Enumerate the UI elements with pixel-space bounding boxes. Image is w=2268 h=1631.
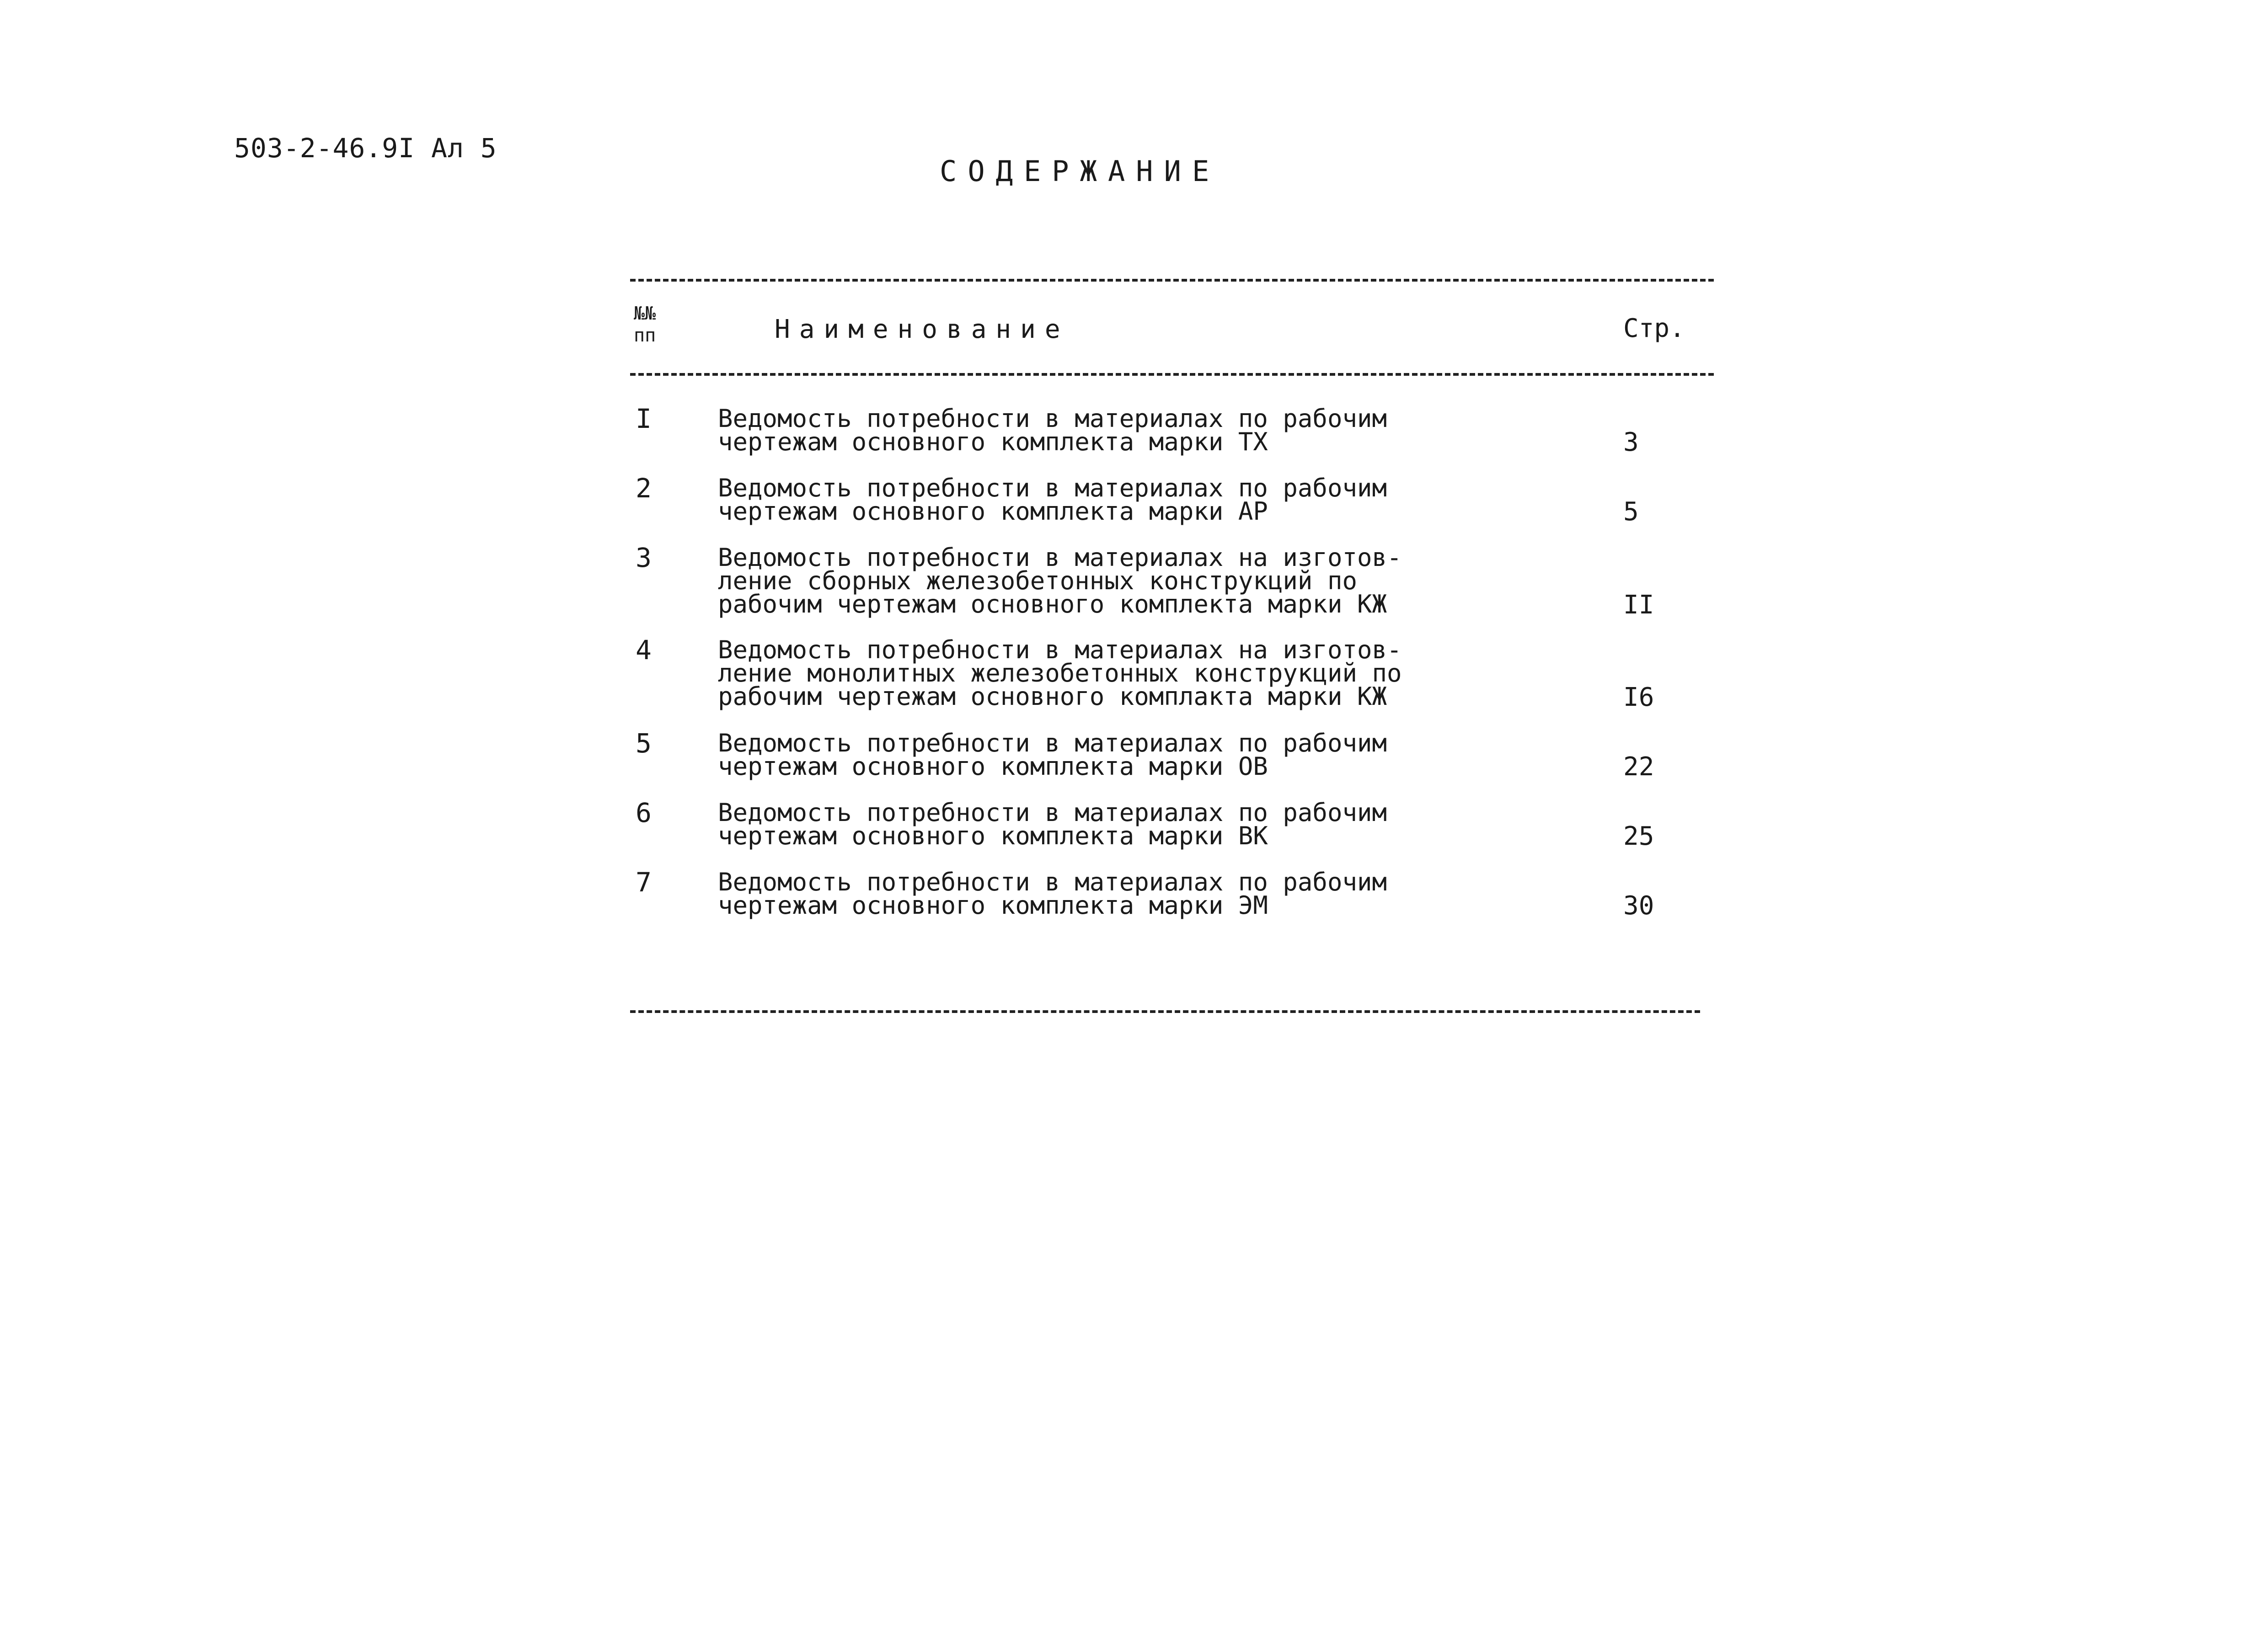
row-page: 30 (1623, 891, 1654, 921)
row-number: 7 (636, 867, 652, 898)
page-title: СОДЕРЖАНИЕ (940, 155, 1220, 188)
header-name-column: Наименование (775, 314, 1070, 344)
header-page-column: Стр. (1623, 314, 1685, 343)
row-number: 4 (636, 634, 652, 666)
row-page: 22 (1623, 752, 1654, 782)
header-number-column (634, 303, 670, 346)
row-name: Ведомость потребности в материалах по рабочим чертежам основного комплекта марки ЭМ (718, 868, 1387, 920)
row-name: Ведомость потребности в материалах по рабочим чертежам основного комплекта марки АР (718, 474, 1387, 526)
row-name: Ведомость потребности в материалах на изготов- ление сборных железобетонных конструкций по рабочим чертежам основного комплекта марки КЖ (718, 543, 1402, 618)
header-bottom-rule (630, 373, 1714, 376)
row-page: 25 (1623, 821, 1654, 851)
row-page: I6 (1623, 682, 1654, 712)
row-number: 6 (636, 797, 652, 828)
row-page: 3 (1623, 427, 1639, 457)
row-page: 5 (1623, 497, 1639, 527)
header-number-label: №№ пп (634, 303, 656, 346)
row-number: 5 (636, 728, 652, 759)
document-code: 503-2-46.9I Ал 5 (234, 133, 497, 164)
row-name: Ведомость потребности в материалах на изготов- ление монолитных железобетонных конструкций по рабочим чертежам основного комплакта марки КЖ (718, 635, 1402, 711)
row-page: II (1623, 590, 1654, 620)
row-name: Ведомость потребности в материалах по рабочим чертежам основного комплекта марки ОВ (718, 729, 1387, 781)
table-bottom-rule (630, 1010, 1700, 1013)
row-name: Ведомость потребности в материалах по рабочим чертежам основного комплекта марки ВК (718, 798, 1387, 850)
table-top-rule (630, 279, 1714, 282)
row-number: 3 (636, 542, 652, 573)
row-number: I (636, 403, 652, 434)
row-name: Ведомость потребности в материалах по рабочим чертежам основного комплекта марки ТХ (718, 404, 1387, 456)
row-number: 2 (636, 473, 652, 504)
